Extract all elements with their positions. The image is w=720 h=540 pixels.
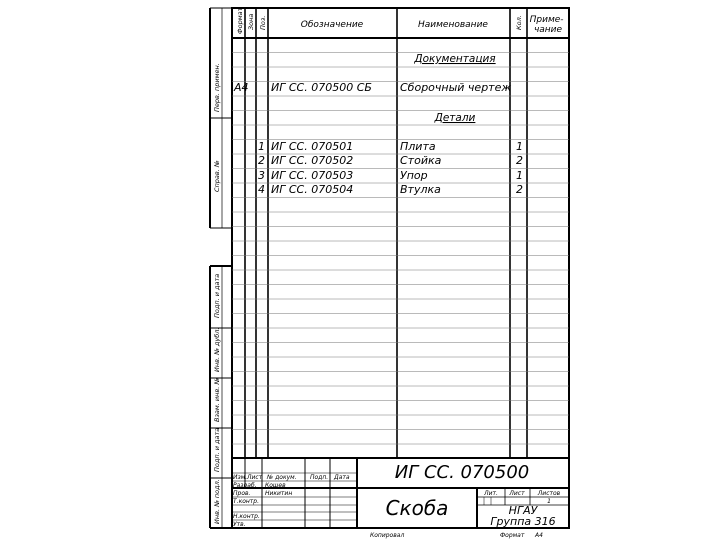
detail-designation: ИГ СС. 070502 [271, 154, 354, 167]
listov-value: 1 [547, 498, 551, 505]
label-doc-no: № докум. [267, 474, 297, 481]
label-data: Дата [334, 474, 350, 481]
label-podp: Подп. [310, 474, 329, 481]
detail-designation: ИГ СС. 070503 [271, 169, 354, 182]
label-copied: Копировал [370, 532, 405, 539]
header-name: Наименование [418, 20, 488, 30]
label-prov: Пров. [233, 490, 251, 497]
label-list2: Лист [509, 490, 525, 497]
header-note: Приме- чание [529, 15, 564, 35]
group: Группа 316 [490, 515, 556, 528]
detail-name: Втулка [400, 183, 441, 196]
table-row-lines [232, 53, 569, 445]
razrab-name: Кошев [265, 482, 286, 489]
label-t-kontr: Т.контр. [233, 498, 260, 505]
detail-name: Упор [400, 169, 428, 182]
side-label-vzam-inv: Взам. инв. № [213, 377, 221, 422]
label-izm: Изм. [233, 474, 248, 481]
detail-qty: 1 [516, 169, 523, 182]
side-label-podp-date-2: Подп. и дата [213, 427, 221, 472]
document-code: ИГ СС. 070500 [394, 462, 530, 483]
detail-designation: ИГ СС. 070504 [271, 183, 354, 196]
detail-pos: 1 [258, 140, 265, 153]
label-list: Лист [247, 474, 263, 481]
detail-name: Стойка [400, 154, 442, 167]
doc-row-designation: ИГ СС. 070500 СБ [271, 81, 372, 94]
detail-pos: 2 [258, 154, 265, 167]
detail-qty: 1 [516, 140, 523, 153]
section-details: Детали [434, 112, 476, 124]
doc-row-name: Сборочный чертеж [400, 81, 512, 94]
detail-qty: 2 [516, 154, 523, 167]
label-razrab: Разраб. [233, 482, 257, 489]
detail-designation: ИГ СС. 070501 [271, 140, 354, 153]
side-label-inv-dubl: Инв. № дубл. [213, 327, 221, 372]
doc-row-format: А4 [234, 81, 249, 94]
side-label-perv-primen: Перв. примен. [213, 63, 221, 112]
side-label-sprav: Справ. № [213, 160, 221, 192]
label-n-kontr: Н.контр. [233, 513, 260, 520]
label-format: Формат [500, 532, 525, 539]
side-label-inv-podl: Инв. № подл. [213, 479, 221, 524]
detail-name: Плита [400, 140, 436, 153]
format-value: А4 [535, 532, 543, 539]
detail-rows [258, 140, 523, 196]
detail-qty: 2 [516, 183, 523, 196]
section-documentation: Документация [414, 53, 496, 65]
label-utv: Утв. [233, 521, 246, 528]
label-lit: Лит. [484, 490, 498, 497]
organization: НГАУ [508, 504, 538, 517]
header-zone: Зона [247, 13, 255, 30]
side-label-podp-date-1: Подп. и дата [213, 273, 221, 318]
label-listov: Листов [537, 490, 561, 497]
header-format: Формат [236, 7, 244, 34]
prov-name: Никитин [265, 490, 293, 497]
detail-pos: 3 [258, 169, 265, 182]
header-designation: Обозначение [300, 20, 364, 30]
header-qty: Кол. [515, 15, 523, 30]
detail-pos: 4 [258, 183, 265, 196]
header-pos: Поз. [259, 15, 267, 30]
drawing-title: Скоба [385, 496, 449, 520]
